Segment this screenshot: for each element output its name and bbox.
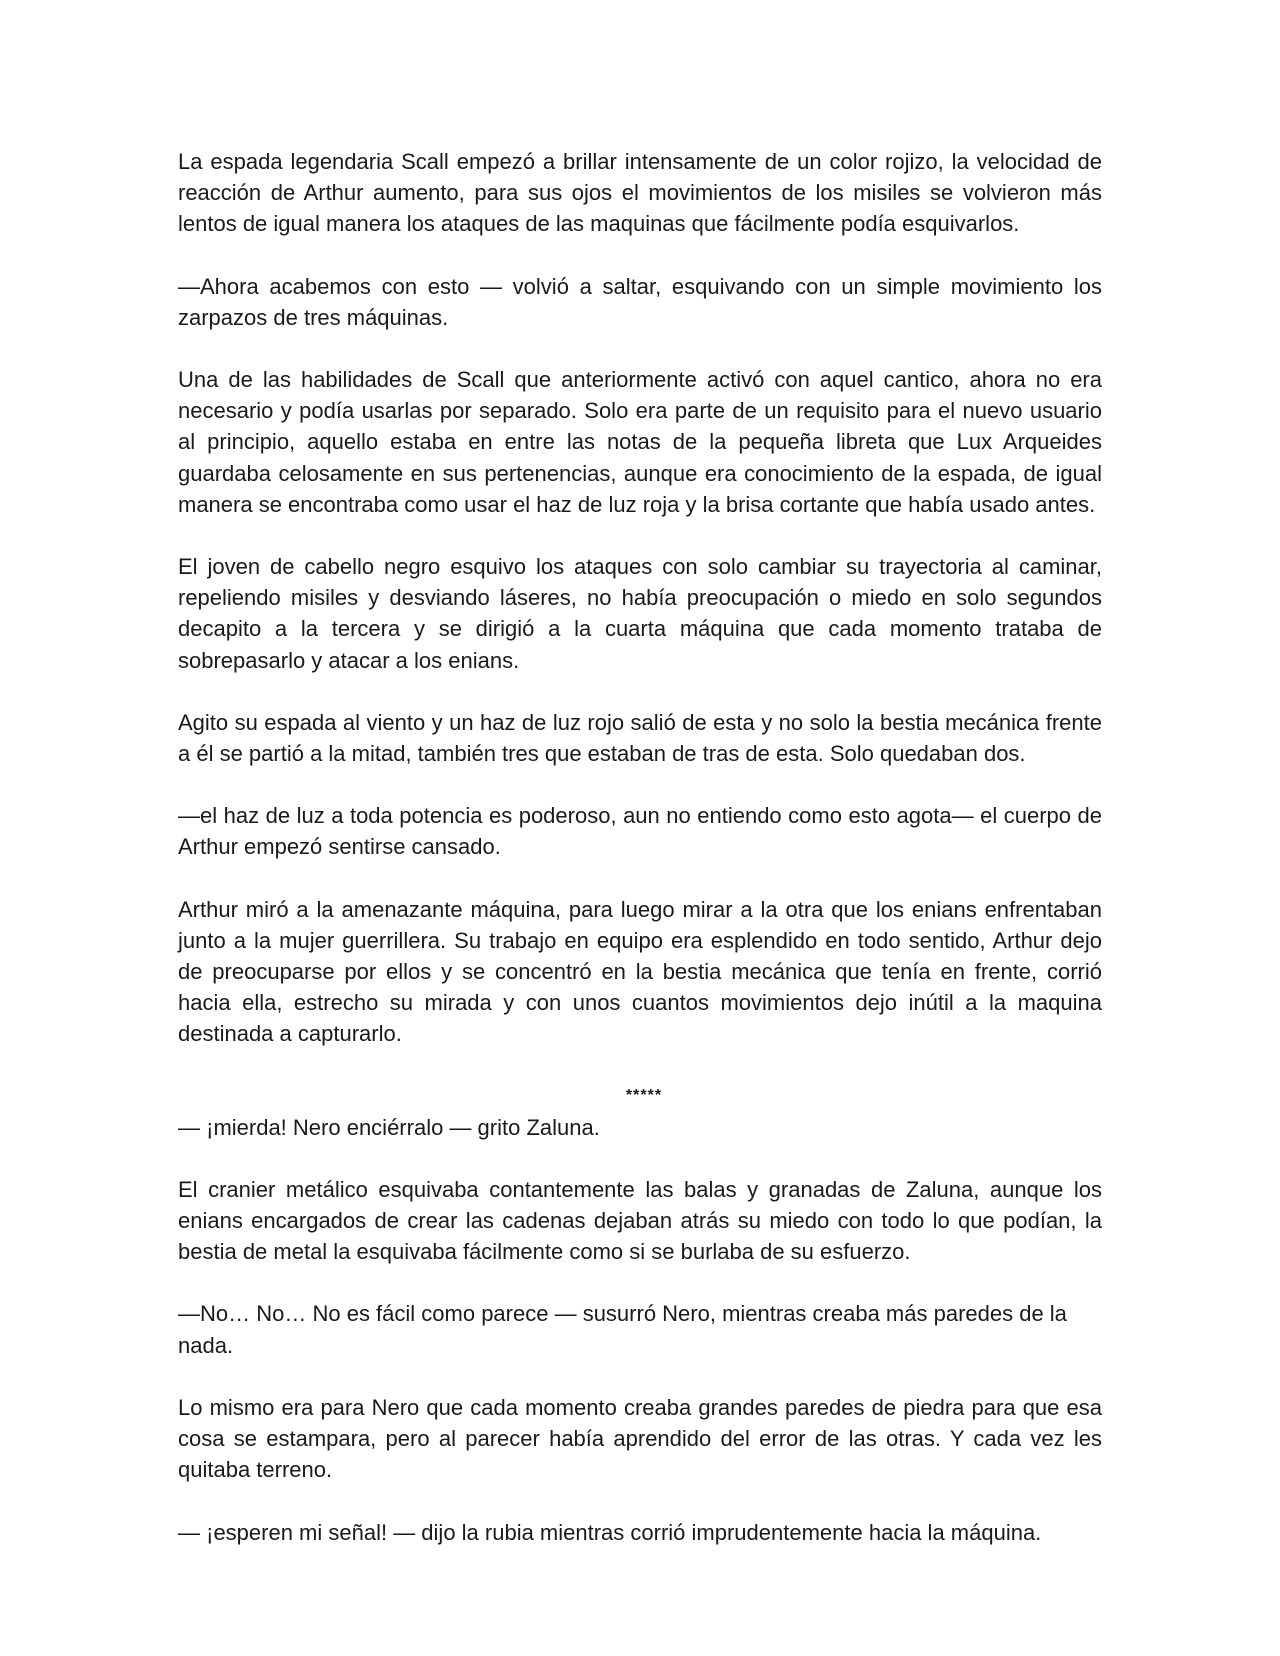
paragraph: — ¡esperen mi señal! — dijo la rubia mientras corrió imprudentemente hacia la máquina. xyxy=(178,1519,1042,1545)
paragraph: —No… No… No es fácil como parece — susurró Nero, mientras creaba más paredes de la nada. xyxy=(178,1301,1067,1358)
paragraph: La espada legendaria Scall empezó a brillar intensamente de un color rojizo, la velocidad de reacción de Arthur aumento, para sus ojos el movimientos de los misiles se volvieron más lentos de igual manera los ataques de las maquinas que fácilmente podía esquivarlos. xyxy=(178,149,1102,237)
paragraph: Una de las habilidades de Scall que anteriormente activó con aquel cantico, ahora no era necesario y podía usarlas por separado. Solo era parte de un requisito para el nuevo usuario al principio, aquello estaba en entre las notas de la pequeña libreta que Lux Arqueides guardaba celosamente en sus pertenencias, aunque era conocimiento de la espada, de igual manera se encontraba como usar el haz de luz roja y la brisa cortante que había usado antes. xyxy=(178,367,1102,517)
paragraph: —Ahora acabemos con esto — volvió a saltar, esquivando con un simple movimiento los zarpazos de tres máquinas. xyxy=(178,273,1102,330)
paragraph: —el haz de luz a toda potencia es poderoso, aun no entiendo como esto agota— el cuerpo de Arthur empezó sentirse cansado. xyxy=(178,803,1102,860)
paragraph: — ¡mierda! Nero enciérralo — grito Zaluna. xyxy=(178,1114,600,1140)
paragraph: El cranier metálico esquivaba contantemente las balas y granadas de Zaluna, aunque los enians encargados de crear las cadenas dejaban atrás su miedo con todo lo que podían, la bestia de metal la esquivaba fácilmente como si se burlaba de su esfuerzo. xyxy=(178,1176,1102,1265)
paragraph: Arthur miró a la amenazante máquina, para luego mirar a la otra que los enians enfrentaban junto a la mujer guerrillera. Su trabajo en equipo era esplendido en todo sentido, Arthur dejo de preocuparse por ellos y se concentró en la bestia mecánica que tenía en frente, corrió hacia ella, estrecho su mirada y con unos cuantos movimientos dejo inútil a la maquina destinada a capturarlo. xyxy=(178,896,1102,1047)
document-body xyxy=(178,146,1102,1579)
section-separator: ***** xyxy=(625,1086,663,1104)
paragraph: Agito su espada al viento y un haz de luz rojo salió de esta y no solo la bestia mecánica frente a él se partió a la mitad, también tres que estaban de tras de esta. Solo quedaban dos. xyxy=(178,709,1102,767)
paragraph: El joven de cabello negro esquivo los ataques con solo cambiar su trayectoria al caminar, repeliendo misiles y desviando láseres, no había preocupación o miedo en solo segundos decapito a la tercera y se dirigió a la cuarta máquina que cada momento trataba de sobrepasarlo y atacar a los enians. xyxy=(178,554,1102,673)
paragraph: Lo mismo era para Nero que cada momento creaba grandes paredes de piedra para que esa cosa se estampara, pero al parecer había aprendido del error de las otras. Y cada vez les quitaba terreno. xyxy=(178,1394,1102,1483)
